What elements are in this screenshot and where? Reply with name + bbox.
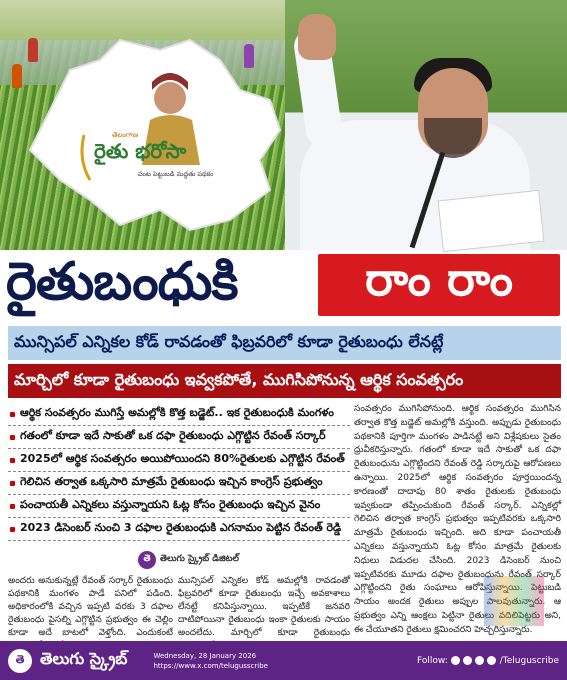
bullet-item: గతంలో కూడా ఇదే సాకుతో ఒక దఫా రైతుబంధు ఎగ్గొట్టిన రేవంత్ సర్కార్ bbox=[8, 426, 350, 449]
logo-name: రైతు భరోసా bbox=[94, 139, 187, 163]
article-body-right: సంవత్సరం ముగిసిపోనుంది. ఆర్థిక సంవత్సరం ముగిసిన తర్వాత కొత్త బడ్జెట్ అమల్లోకి వస్తుంది. అప్పుడు రైతుబంధు పథకానికి పూర్తిగా మంగళం పాడినట్టే అని విశ్లేషకులు సైతం ధ్రువీకరిస్తున్నారు. గతంలో కూడా ఇదే సాకుతో ఒక దఫా రైతుబంధును ఎగ్గొట్టిందని రేవంత్ రెడ్డి సర్కారుపై ఆరోపణలు ఉన్నాయి. 2025లో ఆర్థిక సంవత్సరం పూర్తయిందన్న కారణంతో దాదాపు 80 శాతం రైతులకు రైతుబంధు ఇవ్వకుండా తప్పించుకుంది రేవంత్ సర్కార్. ఎన్నికల్లో గెలిచిన తర్వాత కాంగ్రెస్ ప్రభుత్వం ఇప్పటివరకు ఒక్కసారి మాత్రమే రైతుబంధు ఇచ్చింది. అది కూడా పంచాయతీ ఎన్నికలు వస్తున్నాయని ఓట్ల కోసం మాత్రమే రైతులకు నిధులు విడుదల చేసింది. 2023 డిసెంబర్ నుంచి ఇప్పటివరకు మూడు దఫాల రైతుబంధును రేవంత్ సర్కార్ ఎగ్గొట్టిందని రైతు సంఘాలు ఆరోపిస్తున్నాయి. పెట్టుబడి సాయం అందక రైతులు అప్పుల పాలవుతున్నారు. ఆ ప్రభుత్వం ఎన్ని ఆంక్షలు పెట్టినా రైతులు వదిలిపెట్టరు అని, ఈ చేయూతని రైతులు క్షమించరని హెచ్చరిస్తున్నారు. bbox=[354, 404, 561, 635]
headline-right: రాం రాం bbox=[318, 254, 560, 316]
logo-small-text: తెలంగాణ bbox=[112, 131, 139, 139]
article-body-middle: మున్సిపల్ ఎన్నికల కోడ్ అమల్లోకి రావడంతో ఫిబ్రవరిలో కూడా రైతుబంధు ఇచ్చే అవకాశాలు లేనట్టే కనిపిస్తున్నాయి. ఇప్పటికే జనవరి దాటిపోయినా రైతుబంధు ఇంకా రైతులకు సాయం అందలేదు. మార్చిలో కూడా రైతుబంధు bbox=[178, 576, 350, 638]
bullet-icon bbox=[10, 412, 15, 417]
bullet-icon bbox=[10, 527, 15, 532]
article-body-left: అందరు అనుకున్నట్లే రేవంత్ సర్కార్ రైతుబంధు పథకానికి మంగళం పాడే పనిలో పడింది. అధికారంలోకి వచ్చిన ఇప్పటి వరకు 3 దఫాల రైతుబంధు పైసల్ని ఎగ్గొట్టిన ప్రభుత్వం ఈ చెల్లిం కూడా అదే బాటలో వెళ్తోంది. ఎందుకంటే bbox=[8, 576, 173, 638]
bullet-icon bbox=[10, 504, 15, 509]
raised-hand bbox=[298, 14, 336, 60]
bullet-item: 2023 డిసెంబర్ నుంచి 3 దఫాల రైతుబంధుకి ఎగనామం పెట్టిన రేవంత్ రెడ్డి bbox=[8, 518, 350, 541]
social-handle[interactable]: /Teluguscribe bbox=[499, 655, 559, 666]
source-credit: తె తెలుగు స్క్రైబ్ డిజిటల్ bbox=[138, 551, 268, 569]
follow-label: Follow: bbox=[416, 655, 448, 666]
facebook-icon[interactable] bbox=[463, 656, 472, 665]
bullet-item: గెలిచిన తర్వాత ఒక్కసారి మాత్రమే రైతుబంధు ఇచ్చిన కాంగ్రెస్ ప్రభుత్వం bbox=[8, 472, 350, 495]
social-follow bbox=[417, 656, 559, 666]
telangana-map-logo bbox=[20, 30, 290, 240]
headline bbox=[0, 250, 567, 320]
hero-image bbox=[0, 0, 567, 250]
x-icon[interactable] bbox=[451, 656, 460, 665]
footer-meta bbox=[153, 651, 268, 671]
subhead-1: మున్సిపల్ ఎన్నికల కోడ్ రావడంతో ఫిబ్రవరిలో కూడా రైతుబంధు లేనట్లే bbox=[8, 326, 561, 360]
issue-date: Wednesday, 28 January 2026 bbox=[153, 651, 257, 660]
bullet-icon bbox=[10, 435, 15, 440]
bullet-icon bbox=[10, 481, 15, 486]
watermark-stamp bbox=[484, 576, 544, 626]
bullet-item: పంచాయతీ ఎన్నికలు వస్తున్నాయని ఓట్ల కోసం రైతుబంధు ఇచ్చిన వైనం bbox=[8, 495, 350, 518]
brand-logo-icon: తె bbox=[8, 649, 32, 673]
brand-icon: తె bbox=[138, 551, 156, 569]
paper-sheet bbox=[438, 190, 545, 252]
footer-bar bbox=[0, 641, 567, 680]
bullet-icon bbox=[10, 458, 15, 463]
subhead-2: మార్చిలో కూడా రైతుబంధు ఇవ్వకపోతే, ముగిసిపోనున్న ఆర్థిక సంవత్సరం bbox=[8, 364, 561, 398]
bullet-item: ఆర్థిక సంవత్సరం ముగిస్తే అమల్లోకి కొత్త బడ్జెట్.. ఇక రైతుబంధుకి మంగళం bbox=[8, 403, 350, 426]
youtube-icon[interactable] bbox=[487, 656, 496, 665]
logo-tagline: పంట పెట్టుబడి మద్దతు పథకం bbox=[138, 170, 214, 178]
brand-url[interactable]: https://www.x.com/telugusscribe bbox=[153, 661, 268, 670]
instagram-icon[interactable] bbox=[475, 656, 484, 665]
brand-name: తెలుగు స్క్రైబ్ bbox=[40, 649, 128, 668]
headline-left: రైతుబంధుకి bbox=[6, 252, 238, 312]
bullet-list bbox=[8, 403, 350, 541]
bullet-item: 2025లో ఆర్థిక సంవత్సరం అయిపోయిందని 80%రైతులకు ఎగ్గొట్టిన రేవంత్ bbox=[8, 449, 350, 472]
